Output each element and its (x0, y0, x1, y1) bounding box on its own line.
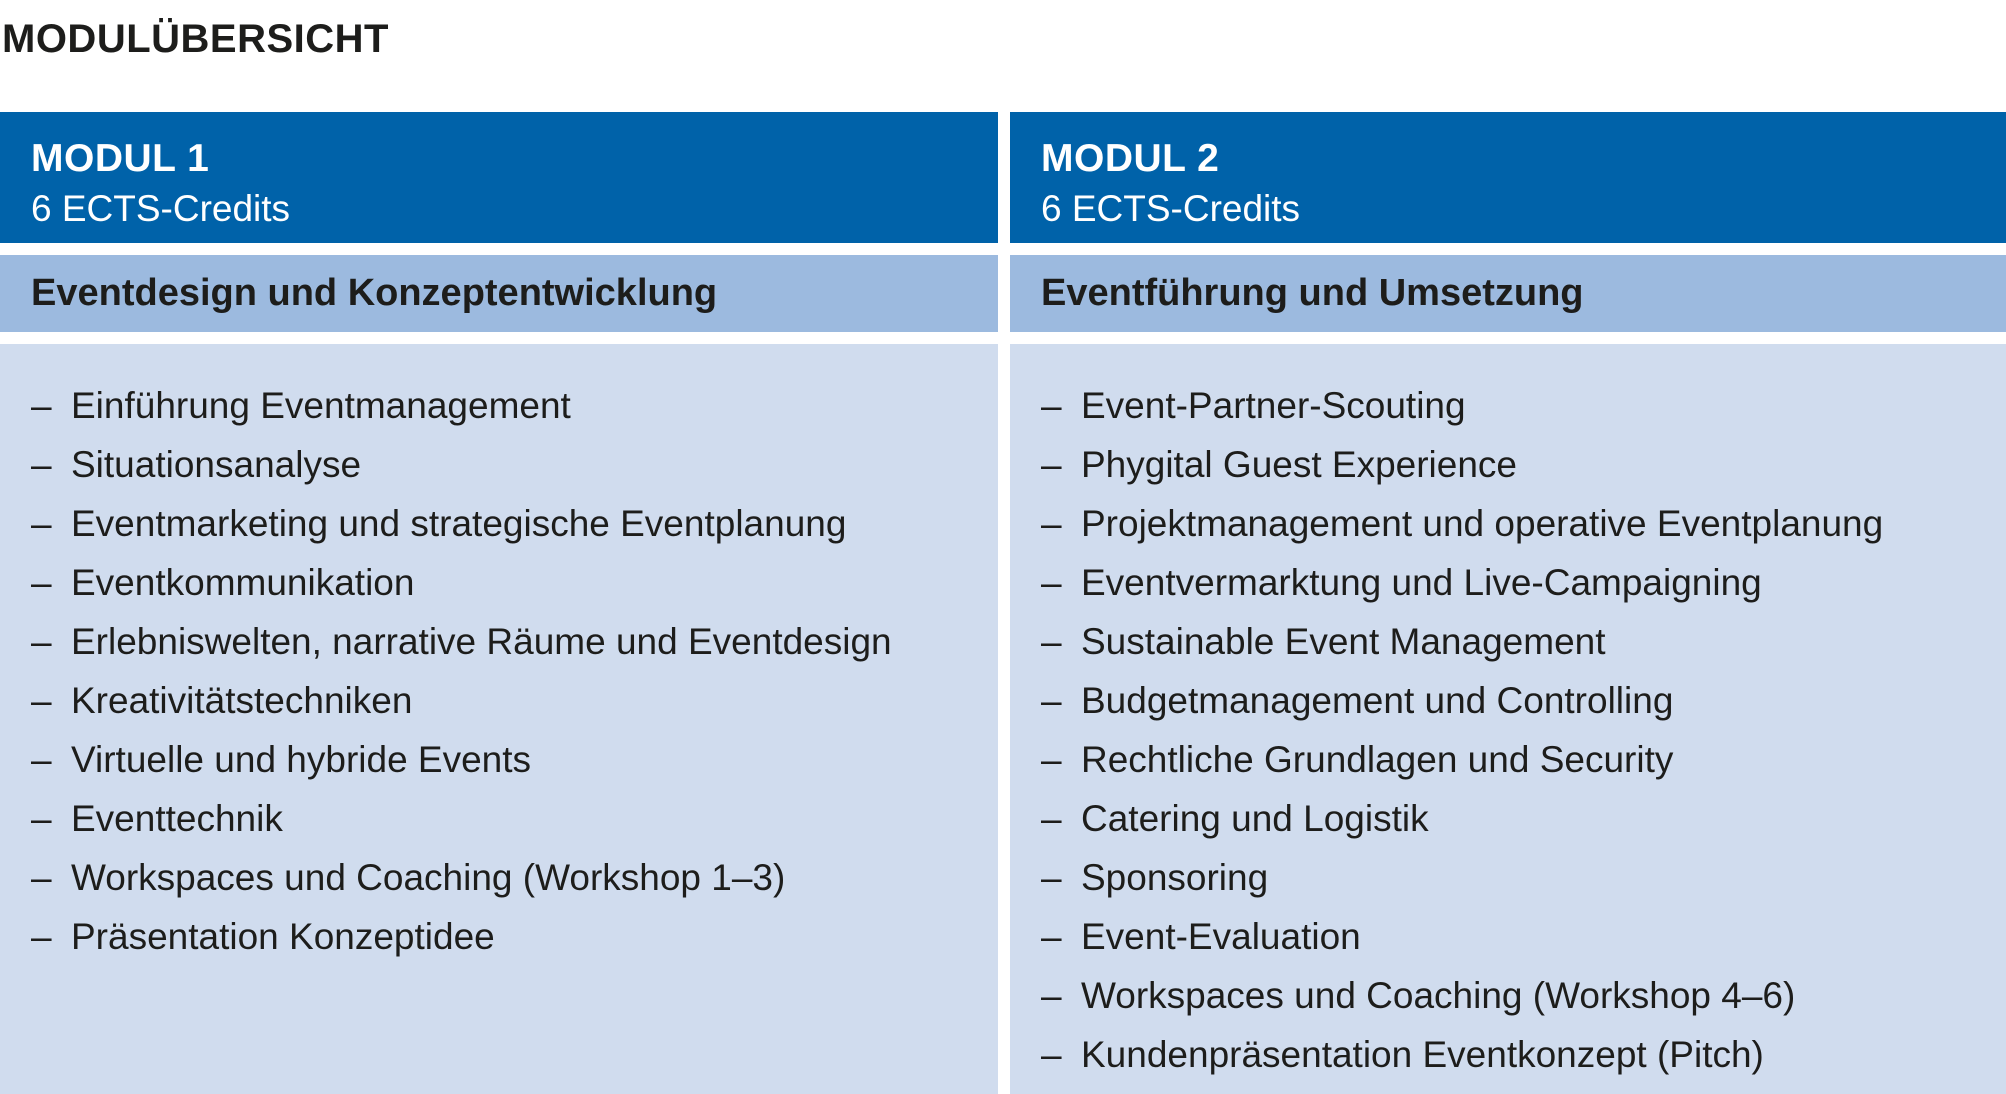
bullet-dash-icon: – (1041, 680, 1062, 721)
bullet-dash-icon: – (31, 680, 52, 721)
topic-label: Eventtechnik (71, 798, 283, 839)
list-item (1010, 494, 2006, 553)
list-item (1010, 848, 2006, 907)
topic-label: Kundenpräsentation Eventkonzept (Pitch) (1081, 1034, 1764, 1075)
topic-label: Präsentation Konzeptidee (71, 916, 495, 957)
topic-label: Catering und Logistik (1081, 798, 1429, 839)
list-item (1010, 612, 2006, 671)
topic-label: Einführung Eventmanagement (71, 385, 571, 426)
list-item (1010, 435, 2006, 494)
topic-label: Event-Evaluation (1081, 916, 1361, 957)
bullet-dash-icon: – (1041, 857, 1062, 898)
topic-label: Situationsanalyse (71, 444, 362, 485)
topic-label: Workspaces und Coaching (Workshop 4–6) (1081, 975, 1796, 1016)
list-item (1010, 553, 2006, 612)
module-1-panel (0, 112, 998, 1094)
list-item (0, 612, 998, 671)
bullet-dash-icon: – (31, 503, 52, 544)
module-1-name: MODUL 1 (31, 137, 210, 180)
bullet-dash-icon: – (31, 562, 52, 603)
module-2-subtitle: Eventführung und Umsetzung (1010, 255, 2006, 332)
bullet-dash-icon: – (1041, 975, 1062, 1016)
list-item (1010, 789, 2006, 848)
module-1-topic-list (0, 376, 998, 966)
list-item (0, 907, 998, 966)
module-2-credits: 6 ECTS-Credits (1041, 188, 1301, 229)
topic-label: Sustainable Event Management (1081, 621, 1606, 662)
module-1-header (0, 112, 998, 243)
module-2-body (1010, 344, 2006, 1094)
page-title: MODULÜBERSICHT (2, 17, 389, 61)
bullet-dash-icon: – (31, 857, 52, 898)
bullet-dash-icon: – (1041, 1034, 1062, 1075)
module-1-subtitle: Eventdesign und Konzeptentwicklung (0, 255, 998, 332)
topic-label: Sponsoring (1081, 857, 1269, 898)
list-item (0, 553, 998, 612)
module-2-header (1010, 112, 2006, 243)
list-item (0, 789, 998, 848)
module-2-name: MODUL 2 (1041, 137, 1220, 180)
list-item (0, 376, 998, 435)
bullet-dash-icon: – (1041, 916, 1062, 957)
bullet-dash-icon: – (31, 916, 52, 957)
topic-label: Eventkommunikation (71, 562, 415, 603)
module-2-topic-list (1010, 376, 2006, 1084)
topic-label: Virtuelle und hybride Events (71, 739, 532, 780)
list-item (1010, 376, 2006, 435)
list-item (0, 671, 998, 730)
bullet-dash-icon: – (31, 621, 52, 662)
bullet-dash-icon: – (1041, 444, 1062, 485)
list-item (0, 435, 998, 494)
list-item (1010, 671, 2006, 730)
topic-label: Workspaces und Coaching (Workshop 1–3) (71, 857, 786, 898)
topic-label: Erlebniswelten, narrative Räume und Eventdesign (71, 621, 892, 662)
list-item (1010, 730, 2006, 789)
bullet-dash-icon: – (1041, 798, 1062, 839)
list-item (1010, 966, 2006, 1025)
bullet-dash-icon: – (1041, 562, 1062, 603)
bullet-dash-icon: – (1041, 385, 1062, 426)
topic-label: Event-Partner-Scouting (1081, 385, 1466, 426)
topic-label: Rechtliche Grundlagen und Security (1081, 739, 1674, 780)
bullet-dash-icon: – (1041, 739, 1062, 780)
bullet-dash-icon: – (31, 444, 52, 485)
topic-label: Budgetmanagement und Controlling (1081, 680, 1674, 721)
topic-label: Eventmarketing und strategische Eventplanung (71, 503, 847, 544)
bullet-dash-icon: – (1041, 621, 1062, 662)
topic-label: Phygital Guest Experience (1081, 444, 1518, 485)
list-item (1010, 907, 2006, 966)
topic-label: Projektmanagement und operative Eventplanung (1081, 503, 1884, 544)
list-item (0, 730, 998, 789)
list-item (1010, 1025, 2006, 1084)
bullet-dash-icon: – (1041, 503, 1062, 544)
bullet-dash-icon: – (31, 739, 52, 780)
list-item (0, 494, 998, 553)
bullet-dash-icon: – (31, 798, 52, 839)
topic-label: Eventvermarktung und Live-Campaigning (1081, 562, 1762, 603)
topic-label: Kreativitätstechniken (71, 680, 413, 721)
module-1-credits: 6 ECTS-Credits (31, 188, 291, 229)
list-item (0, 848, 998, 907)
module-1-body (0, 344, 998, 1094)
bullet-dash-icon: – (31, 385, 52, 426)
module-2-panel (1010, 112, 2006, 1094)
